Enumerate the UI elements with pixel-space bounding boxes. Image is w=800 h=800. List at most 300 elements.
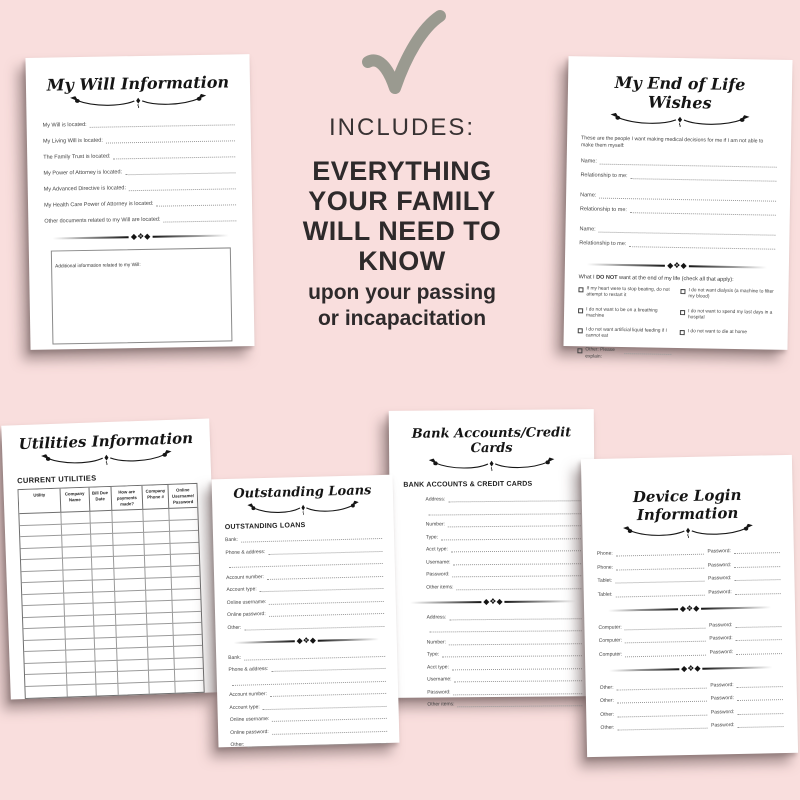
decision-maker-group	[579, 226, 775, 249]
password-label: Password:	[709, 648, 734, 656]
divider-line	[318, 638, 379, 642]
field-label: Account number:	[226, 573, 264, 581]
password-label: Password:	[710, 681, 734, 689]
device-label: Other:	[600, 724, 615, 731]
checklist-title-post: want at the end of my life (check all that apply):	[617, 274, 734, 284]
form-field	[230, 725, 387, 735]
checkbox-label: Other: Please explain:	[585, 347, 615, 360]
field-line	[244, 620, 384, 630]
divider-line	[152, 234, 228, 237]
table-cell	[92, 592, 114, 604]
table-cell	[90, 523, 112, 535]
field-label: Acct type:	[425, 546, 448, 553]
table-cell	[145, 590, 171, 602]
form-fields	[43, 119, 237, 224]
field-label: Password:	[427, 688, 451, 696]
field-line	[616, 562, 704, 570]
field-line	[454, 688, 583, 695]
field-line	[631, 173, 777, 182]
field-line	[156, 199, 236, 206]
checkbox	[578, 308, 583, 313]
field-line	[617, 723, 707, 731]
subline	[262, 280, 542, 332]
form-field	[43, 135, 235, 144]
field-line	[617, 696, 707, 704]
divider-ornament-icon: ◆❖◆	[667, 260, 687, 271]
field-line	[442, 650, 582, 657]
field-line	[736, 634, 782, 641]
page-title: Device Login Information	[632, 485, 742, 525]
title-flourish-icon	[244, 500, 362, 517]
checkbox-label: I do not want to spend my last days in a hospital	[687, 308, 773, 321]
field-label: Type:	[425, 533, 439, 541]
device-label: Computer:	[598, 650, 623, 658]
table-cell	[92, 603, 114, 615]
device-label: Tablet:	[597, 577, 613, 584]
form-field	[44, 215, 236, 224]
password-label: Password:	[708, 588, 732, 596]
table-body	[19, 508, 203, 698]
divider-line	[587, 263, 665, 266]
device-login-row	[599, 648, 782, 658]
ornamental-divider	[608, 603, 771, 614]
form-field	[581, 158, 777, 167]
checkbox	[680, 289, 685, 294]
field-label: Other:	[230, 741, 245, 749]
checklist-title-pre: What I	[578, 274, 597, 281]
table-cell	[91, 569, 113, 581]
form-field	[426, 570, 581, 577]
field-line	[247, 738, 387, 748]
ornamental-divider	[410, 597, 575, 606]
table-cell	[117, 683, 149, 696]
table-cell	[146, 613, 172, 625]
loan-block	[225, 533, 384, 631]
field-line	[271, 663, 385, 672]
form-field	[43, 151, 235, 160]
field-line	[241, 533, 382, 543]
field-line	[430, 625, 582, 632]
divider-ornament-icon: ◆❖◆	[680, 663, 701, 673]
device-login-row	[600, 694, 783, 704]
field-line	[455, 675, 583, 682]
table-cell	[144, 544, 170, 556]
title-flourish-icon	[619, 524, 757, 541]
field-label: Account number:	[229, 691, 268, 699]
subline-line: upon your passing	[308, 281, 496, 304]
field-label: Type:	[426, 651, 440, 658]
table-cell	[144, 555, 170, 567]
form-field	[427, 638, 582, 645]
form-field	[580, 192, 776, 201]
field-line	[736, 648, 782, 655]
field-line	[229, 558, 383, 568]
table-cell	[93, 626, 115, 638]
form-field	[225, 533, 382, 543]
form-field	[230, 738, 387, 748]
account-block	[405, 613, 583, 708]
field-line	[452, 570, 581, 577]
headline-line: WILL NEED TO	[302, 216, 502, 246]
checkbox	[680, 330, 685, 335]
table-cell	[175, 681, 204, 693]
field-label: Account type:	[229, 703, 260, 711]
checkbox-label: I do not want dialysis (a machine to filter my blood)	[688, 288, 774, 300]
column-header: Bill Due Date	[88, 487, 111, 512]
device-login-row	[597, 561, 780, 571]
page-title: Utilities Information	[18, 429, 194, 454]
divider-line	[701, 606, 771, 609]
column-header: Utility	[19, 489, 61, 515]
table-cell	[92, 580, 114, 592]
field-label: Relationship to me:	[580, 171, 628, 179]
table-cell	[25, 685, 66, 698]
headline	[262, 156, 542, 276]
form-field	[426, 583, 581, 590]
device-login-row	[598, 621, 781, 631]
field-label: Name:	[579, 225, 596, 233]
divider-line	[53, 236, 129, 239]
field-line	[625, 636, 705, 644]
headline-line: YOUR FAMILY	[308, 186, 496, 216]
table-cell	[171, 589, 200, 601]
field-label: Other documents related to my Will are located:	[44, 216, 161, 225]
field-label: Other:	[227, 624, 242, 631]
ornamental-divider	[53, 231, 229, 242]
table-cell	[94, 661, 116, 673]
divider-ornament-icon: ◆❖◆	[130, 231, 151, 242]
table-cell	[91, 557, 113, 569]
form-field	[426, 520, 581, 527]
table-cell	[93, 615, 115, 627]
form-field	[44, 183, 236, 192]
device-rows	[597, 547, 781, 597]
account-block	[404, 495, 582, 590]
table-cell	[95, 684, 117, 696]
table-cell	[172, 612, 201, 624]
device-login-row	[597, 547, 780, 557]
field-label: Username:	[426, 558, 451, 566]
table-cell	[90, 534, 112, 546]
section-heading: CURRENT UTILITIES	[17, 473, 97, 486]
form-field	[229, 688, 386, 698]
page-my-will-information	[25, 54, 254, 350]
intro-text: These are the people I want making medical decisions for me if I am not able to make them myself:	[580, 135, 764, 150]
field-line	[630, 207, 776, 216]
field-line	[270, 688, 386, 697]
field-label: Acct type:	[426, 663, 449, 671]
device-label: Computer:	[598, 637, 623, 644]
field-label: My Power of Attorney is located:	[43, 168, 123, 177]
divider-ornament-icon: ◆❖◆	[679, 603, 700, 613]
device-label: Other:	[599, 697, 614, 704]
device-label: Phone:	[596, 550, 613, 557]
title-flourish-icon	[425, 457, 558, 472]
device-login-row	[600, 721, 783, 731]
device-login-row	[599, 634, 782, 644]
page-outstanding-loans	[212, 475, 400, 748]
field-label: Other items:	[427, 701, 455, 708]
field-line	[456, 583, 581, 590]
table-cell	[148, 670, 174, 682]
form-field	[229, 675, 386, 685]
field-label: Username:	[427, 676, 452, 683]
divider-ornament-icon: ◆❖◆	[296, 635, 317, 645]
field-line	[268, 545, 382, 554]
field-line	[90, 119, 235, 128]
decision-maker-group	[580, 158, 776, 181]
form-field	[579, 240, 775, 249]
checkbox-item	[578, 327, 672, 341]
field-line	[263, 700, 387, 709]
field-label: Address:	[425, 496, 446, 503]
field-line	[453, 558, 581, 565]
field-line	[449, 638, 582, 645]
field-line	[267, 570, 383, 579]
page-bank-accounts-credit-cards	[389, 409, 596, 708]
divider-line	[703, 666, 773, 669]
table-cell	[148, 659, 174, 671]
table-cell	[143, 521, 169, 533]
field-line	[625, 622, 705, 630]
field-line	[735, 588, 781, 595]
divider-line	[410, 601, 481, 604]
field-line	[448, 520, 581, 527]
field-line	[737, 681, 783, 688]
ornamental-divider	[234, 635, 379, 647]
field-line	[600, 159, 777, 168]
field-line	[624, 349, 671, 356]
table-cell	[147, 647, 173, 659]
device-label: Tablet:	[597, 591, 613, 598]
password-label: Password:	[707, 548, 731, 555]
password-label: Password:	[707, 561, 732, 569]
field-line	[625, 649, 705, 657]
device-label: Computer:	[598, 623, 622, 631]
page-title: Bank Accounts/Credit Cards	[411, 425, 572, 457]
table-cell	[94, 638, 116, 650]
field-line	[441, 533, 581, 540]
table-cell	[64, 604, 93, 616]
field-label: Bank:	[228, 654, 242, 661]
field-line	[129, 183, 236, 191]
field-label: Number:	[426, 638, 446, 646]
form-field	[579, 226, 775, 235]
form-field	[230, 713, 387, 723]
field-line	[617, 709, 707, 717]
field-label: Number:	[425, 521, 445, 528]
field-label: Online password:	[230, 728, 269, 736]
divider-line	[505, 600, 576, 603]
column-header: Online Username/ Password	[168, 484, 198, 509]
form-field	[427, 663, 582, 670]
checkbox	[680, 310, 685, 315]
field-label: Relationship to me:	[579, 205, 628, 213]
field-label: The Family Trust is located:	[43, 153, 111, 161]
checklist	[577, 286, 774, 371]
column-header: Company Name	[60, 488, 90, 513]
field-line	[737, 694, 783, 701]
form-field	[228, 663, 385, 673]
divider-ornament-icon: ◆❖◆	[483, 596, 503, 606]
form-field	[227, 595, 384, 605]
form-field	[226, 570, 383, 580]
table-cell	[147, 624, 173, 636]
form-field	[229, 700, 386, 710]
section-heading: BANK ACCOUNTS & CREDIT CARDS	[403, 480, 533, 489]
field-line	[737, 721, 783, 728]
field-label: Phone & address:	[228, 665, 269, 674]
field-label: My Advanced Directive is located:	[43, 184, 127, 193]
field-line	[232, 675, 386, 685]
field-label: Online password:	[227, 611, 266, 619]
section-heading: OUTSTANDING LOANS	[224, 521, 306, 532]
title-flourish-icon	[606, 113, 753, 130]
field-line	[616, 549, 704, 557]
form-field	[427, 650, 582, 657]
field-line	[734, 547, 780, 554]
field-line	[734, 574, 780, 581]
column-header: Company Phone #	[142, 485, 169, 510]
form-field	[426, 508, 581, 515]
loan-block	[228, 650, 387, 748]
checkbox-item-other	[577, 348, 671, 362]
form-field	[427, 625, 582, 632]
title-flourish-icon	[66, 94, 210, 111]
form-field	[43, 119, 235, 128]
field-line	[272, 725, 387, 734]
form-field	[226, 558, 383, 568]
field-line	[429, 508, 581, 515]
checklist-title	[579, 274, 775, 283]
checklist-column-left	[577, 286, 672, 370]
field-label: Online username:	[229, 715, 270, 724]
checkmark-icon	[356, 10, 448, 106]
table-cell	[149, 682, 175, 694]
field-line	[734, 561, 780, 568]
field-line	[260, 583, 384, 592]
checkbox	[577, 349, 582, 354]
checkbox	[578, 287, 583, 292]
form-field	[580, 206, 776, 215]
field-line	[615, 576, 704, 584]
checkbox-label: I do not want to die at home	[687, 329, 747, 336]
field-line	[163, 215, 236, 222]
field-label: Bank:	[225, 536, 238, 544]
ornamental-divider	[609, 663, 772, 674]
utilities-table	[18, 483, 205, 700]
table-cell	[143, 509, 169, 521]
page-title: Outstanding Loans	[233, 483, 372, 502]
page-utilities-information	[1, 418, 218, 699]
table-cell	[89, 511, 111, 523]
field-line	[452, 663, 582, 670]
device-login-row	[600, 681, 783, 691]
ornamental-divider	[587, 260, 767, 271]
field-line	[449, 613, 581, 620]
table-cell	[63, 581, 92, 593]
table-cell	[146, 601, 172, 613]
page-title: My Will Information	[46, 72, 230, 95]
field-label: Phone & address:	[225, 548, 266, 556]
checklist-column-right	[679, 288, 774, 372]
checkbox-item	[578, 307, 672, 321]
device-label: Other:	[600, 711, 615, 718]
field-line	[451, 545, 581, 552]
password-label: Password:	[710, 695, 735, 702]
checkbox-label: If my heart were to stop beating, do not attempt to restart it	[586, 286, 670, 299]
field-line	[125, 167, 236, 175]
field-line	[599, 193, 776, 202]
form-field	[427, 613, 582, 620]
decision-makers	[579, 158, 777, 249]
page-device-login-information	[581, 455, 798, 757]
form-field	[426, 533, 581, 540]
divider-line	[234, 640, 295, 644]
password-label: Password:	[708, 621, 733, 629]
field-line	[269, 595, 384, 604]
device-label: Other:	[599, 684, 614, 691]
table-cell	[90, 546, 112, 558]
field-label: My Living Will is located:	[42, 137, 103, 145]
form-field	[427, 675, 582, 682]
form-field	[226, 583, 383, 593]
field-line	[272, 713, 387, 722]
field-line	[599, 227, 776, 236]
includes-label: INCLUDES:	[328, 114, 476, 141]
device-login-row	[598, 588, 781, 598]
field-line	[113, 151, 235, 159]
checkbox-item	[680, 329, 774, 337]
divider-line	[609, 668, 679, 671]
field-label: Password:	[426, 571, 450, 578]
checkbox-label: I do not want to be on a breathing machine	[585, 306, 658, 319]
password-label: Password:	[708, 575, 732, 582]
device-login-row	[600, 708, 783, 718]
column-header: How are payments made?	[110, 486, 142, 511]
field-label: Account type:	[226, 586, 257, 594]
device-label: Phone:	[597, 564, 614, 571]
device-login-row	[597, 574, 780, 584]
title-flourish-icon	[37, 450, 175, 469]
field-label: Name:	[580, 191, 597, 199]
field-label: Name:	[580, 157, 597, 165]
table-cell	[145, 567, 171, 579]
field-line	[448, 495, 580, 502]
computer-rows	[598, 621, 782, 658]
field-label: My Health Care Power of Attorney is located:	[43, 200, 154, 209]
field-label: My Will is located:	[42, 121, 87, 129]
box-label: Additional information related to my Will:	[55, 262, 141, 270]
table-cell	[147, 636, 173, 648]
form-field	[426, 558, 581, 565]
form-field	[426, 495, 581, 502]
table-cell	[143, 532, 169, 544]
page-my-end-of-life-wishes	[563, 56, 792, 360]
field-line	[629, 241, 775, 250]
other-rows	[600, 681, 784, 731]
form-field	[43, 167, 235, 176]
password-label: Password:	[709, 635, 733, 642]
divider-line	[608, 608, 678, 611]
field-label: Other items:	[426, 583, 454, 591]
field-line	[615, 589, 704, 597]
form-field	[228, 650, 385, 660]
center-text-block	[262, 10, 542, 332]
headline-line: EVERYTHING	[312, 156, 492, 186]
table-cell	[95, 672, 117, 684]
form-field	[227, 620, 384, 630]
